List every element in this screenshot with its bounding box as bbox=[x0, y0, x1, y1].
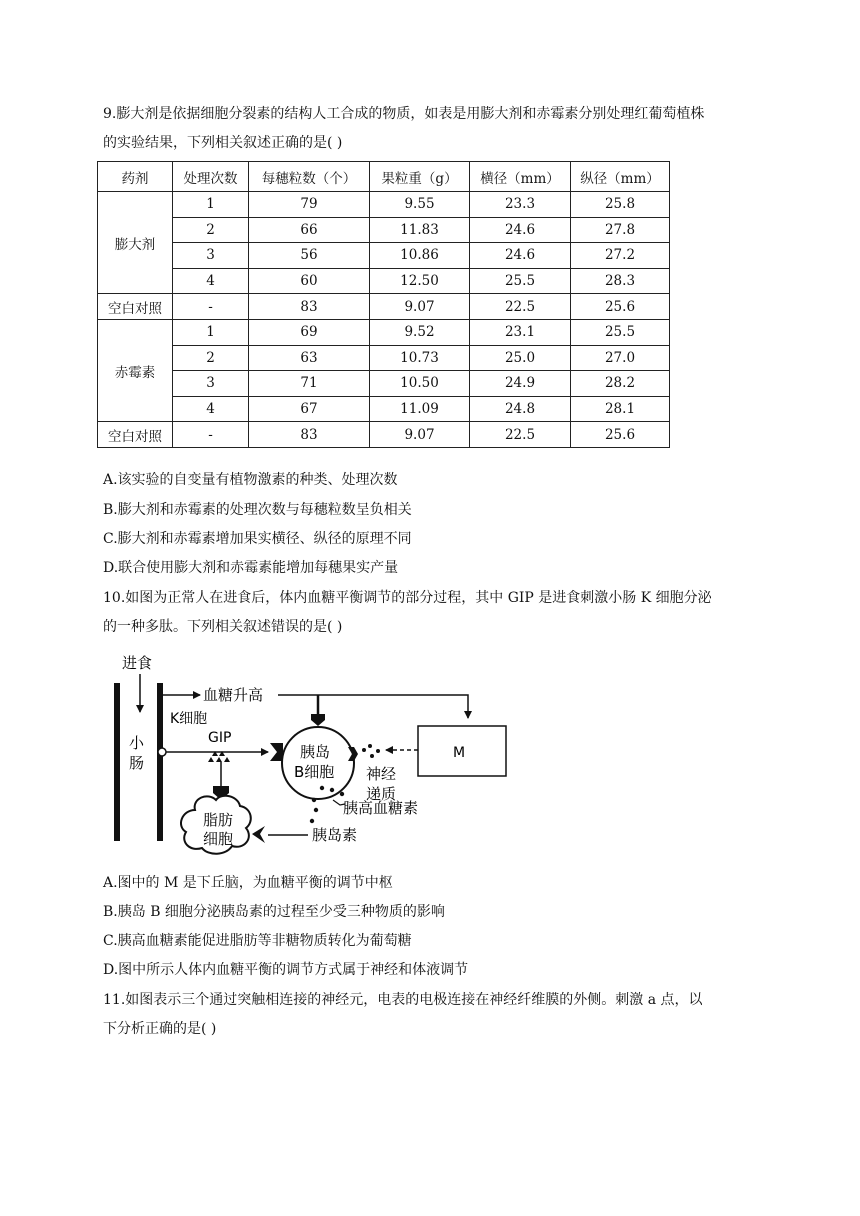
table-cell: 71 bbox=[249, 371, 370, 397]
glucose-to-m-line bbox=[278, 695, 468, 718]
table-cell: 25.5 bbox=[571, 319, 670, 345]
q9-option-b: B.膨大剂和赤霉素的处理次数与每穗粒数呈负相关 bbox=[103, 502, 412, 518]
table-cell: 4 bbox=[173, 268, 249, 294]
gip-label: GIP bbox=[208, 730, 232, 746]
q9-option-d: D.联合使用膨大剂和赤霉素能增加每穗果实产量 bbox=[103, 560, 399, 576]
q9-stem-line2: 的实验结果，下列相关叙述正确的是( ) bbox=[103, 135, 343, 151]
table-cell: 24.9 bbox=[470, 371, 571, 397]
glucagon-label: 胰高血糖素 bbox=[343, 799, 419, 817]
q10-stem-line2: 的一种多肽。下列相关叙述错误的是( ) bbox=[103, 619, 343, 635]
header-agent: 药剂 bbox=[98, 162, 173, 192]
q10-option-d: D.图中所示人体内血糖平衡的调节方式属于神经和体液调节 bbox=[103, 962, 469, 978]
table-cell: 9.52 bbox=[370, 319, 470, 345]
table-cell: 24.6 bbox=[470, 243, 571, 269]
header-length: 纵径（mm） bbox=[571, 162, 670, 192]
table-cell: - bbox=[173, 294, 249, 320]
table-cell: 28.1 bbox=[571, 396, 670, 422]
table-row bbox=[98, 319, 670, 345]
table-cell: 9.55 bbox=[370, 192, 470, 218]
group-label-chimeisu: 赤霉素 bbox=[98, 319, 173, 421]
table-cell: 56 bbox=[249, 243, 370, 269]
table-cell: 1 bbox=[173, 319, 249, 345]
fat-label-2: 细胞 bbox=[203, 830, 234, 848]
table-cell: 3 bbox=[173, 371, 249, 397]
receptor-fat-right-icon bbox=[252, 826, 265, 843]
table-cell: 25.6 bbox=[571, 294, 670, 320]
q10-stem-line1: 10.如图为正常人在进食后，体内血糖平衡调节的部分过程，其中 GIP 是进食刺激小肠 K 细胞分泌 bbox=[103, 590, 712, 606]
group-label-pengdaji: 膨大剂 bbox=[98, 192, 173, 294]
eat-label: 进食 bbox=[122, 654, 153, 672]
table-cell: 12.50 bbox=[370, 268, 470, 294]
table-row bbox=[98, 243, 670, 269]
receptor-left-icon bbox=[270, 743, 283, 761]
islet-label-1: 胰岛 bbox=[300, 743, 331, 761]
receptor-top-icon bbox=[311, 714, 325, 726]
m-label: M bbox=[453, 745, 466, 761]
table-row bbox=[98, 371, 670, 397]
q11-stem-line1: 11.如图表示三个通过突触相连接的神经元，电表的电极连接在神经纤维膜的外侧。刺激 a 点，以 bbox=[103, 992, 703, 1008]
table-cell: 83 bbox=[249, 294, 370, 320]
table-cell: 28.3 bbox=[571, 268, 670, 294]
table-cell: 22.5 bbox=[470, 294, 571, 320]
table-cell: 10.73 bbox=[370, 345, 470, 371]
table-header-row bbox=[98, 162, 670, 192]
table-cell: 11.83 bbox=[370, 217, 470, 243]
table-cell: 25.6 bbox=[571, 422, 670, 448]
glucose-regulation-diagram bbox=[100, 650, 520, 868]
table-cell: 27.0 bbox=[571, 345, 670, 371]
q10-option-c: C.胰高血糖素能促进脂肪等非糖物质转化为葡萄糖 bbox=[103, 933, 412, 949]
table-row bbox=[98, 268, 670, 294]
table-cell: 11.09 bbox=[370, 396, 470, 422]
table-cell: 28.2 bbox=[571, 371, 670, 397]
q9-option-c: C.膨大剂和赤霉素增加果实横径、纵径的原理不同 bbox=[103, 531, 412, 547]
table-row bbox=[98, 192, 670, 218]
q10-option-b: B.胰岛 B 细胞分泌胰岛素的过程至少受三种物质的影响 bbox=[103, 904, 445, 920]
table-cell: 25.0 bbox=[470, 345, 571, 371]
table-cell: 10.86 bbox=[370, 243, 470, 269]
insulin-label: 胰岛素 bbox=[312, 826, 358, 844]
intestine-label-2: 肠 bbox=[129, 754, 145, 772]
table-row bbox=[98, 294, 670, 320]
table-cell: 24.6 bbox=[470, 217, 571, 243]
q11-stem-line2: 下分析正确的是( ) bbox=[103, 1021, 217, 1037]
neuro-label-2: 递质 bbox=[366, 785, 397, 803]
k-cell-label: K细胞 bbox=[170, 711, 208, 727]
islet-label-2: B细胞 bbox=[294, 763, 335, 781]
control-label: 空白对照 bbox=[98, 294, 173, 320]
table-cell: 22.5 bbox=[470, 422, 571, 448]
table-row bbox=[98, 217, 670, 243]
table-cell: 79 bbox=[249, 192, 370, 218]
table-cell: 24.8 bbox=[470, 396, 571, 422]
q9-data-table bbox=[97, 161, 670, 448]
table-cell: 83 bbox=[249, 422, 370, 448]
table-cell: 27.2 bbox=[571, 243, 670, 269]
table-cell: 10.50 bbox=[370, 371, 470, 397]
table-row bbox=[98, 345, 670, 371]
table-cell: 63 bbox=[249, 345, 370, 371]
table-cell: 25.5 bbox=[470, 268, 571, 294]
table-cell: 23.3 bbox=[470, 192, 571, 218]
table-cell: 23.1 bbox=[470, 319, 571, 345]
table-cell: 9.07 bbox=[370, 422, 470, 448]
table-cell: 67 bbox=[249, 396, 370, 422]
table-cell: 1 bbox=[173, 192, 249, 218]
table-cell: - bbox=[173, 422, 249, 448]
glucose-up-label: 血糖升高 bbox=[203, 686, 264, 704]
table-cell: 4 bbox=[173, 396, 249, 422]
neurotransmitter-dots-icon bbox=[362, 744, 380, 758]
header-times: 处理次数 bbox=[173, 162, 249, 192]
table-row bbox=[98, 396, 670, 422]
fat-label-1: 脂肪 bbox=[203, 811, 234, 829]
q10-option-a: A.图中的 M 是下丘脑，为血糖平衡的调节中枢 bbox=[103, 875, 393, 891]
header-grains: 每穗粒数（个） bbox=[249, 162, 370, 192]
table-cell: 60 bbox=[249, 268, 370, 294]
intestine-label-1: 小 bbox=[129, 734, 145, 752]
q9-option-a: A.该实验的自变量有植物激素的种类、处理次数 bbox=[103, 472, 398, 488]
table-cell: 2 bbox=[173, 217, 249, 243]
table-cell: 69 bbox=[249, 319, 370, 345]
control-label: 空白对照 bbox=[98, 422, 173, 448]
table-cell: 66 bbox=[249, 217, 370, 243]
q9-stem-line1: 9.膨大剂是依据细胞分裂素的结构人工合成的物质，如表是用膨大剂和赤霉素分别处理红葡萄植株 bbox=[103, 106, 705, 122]
header-weight: 果粒重（g） bbox=[370, 162, 470, 192]
neuro-label-1: 神经 bbox=[366, 765, 397, 783]
table-cell: 3 bbox=[173, 243, 249, 269]
table-cell: 25.8 bbox=[571, 192, 670, 218]
table-cell: 27.8 bbox=[571, 217, 670, 243]
table-row bbox=[98, 422, 670, 448]
table-cell: 9.07 bbox=[370, 294, 470, 320]
header-width: 横径（mm） bbox=[470, 162, 571, 192]
k-cell-icon bbox=[158, 748, 166, 756]
table-cell: 2 bbox=[173, 345, 249, 371]
